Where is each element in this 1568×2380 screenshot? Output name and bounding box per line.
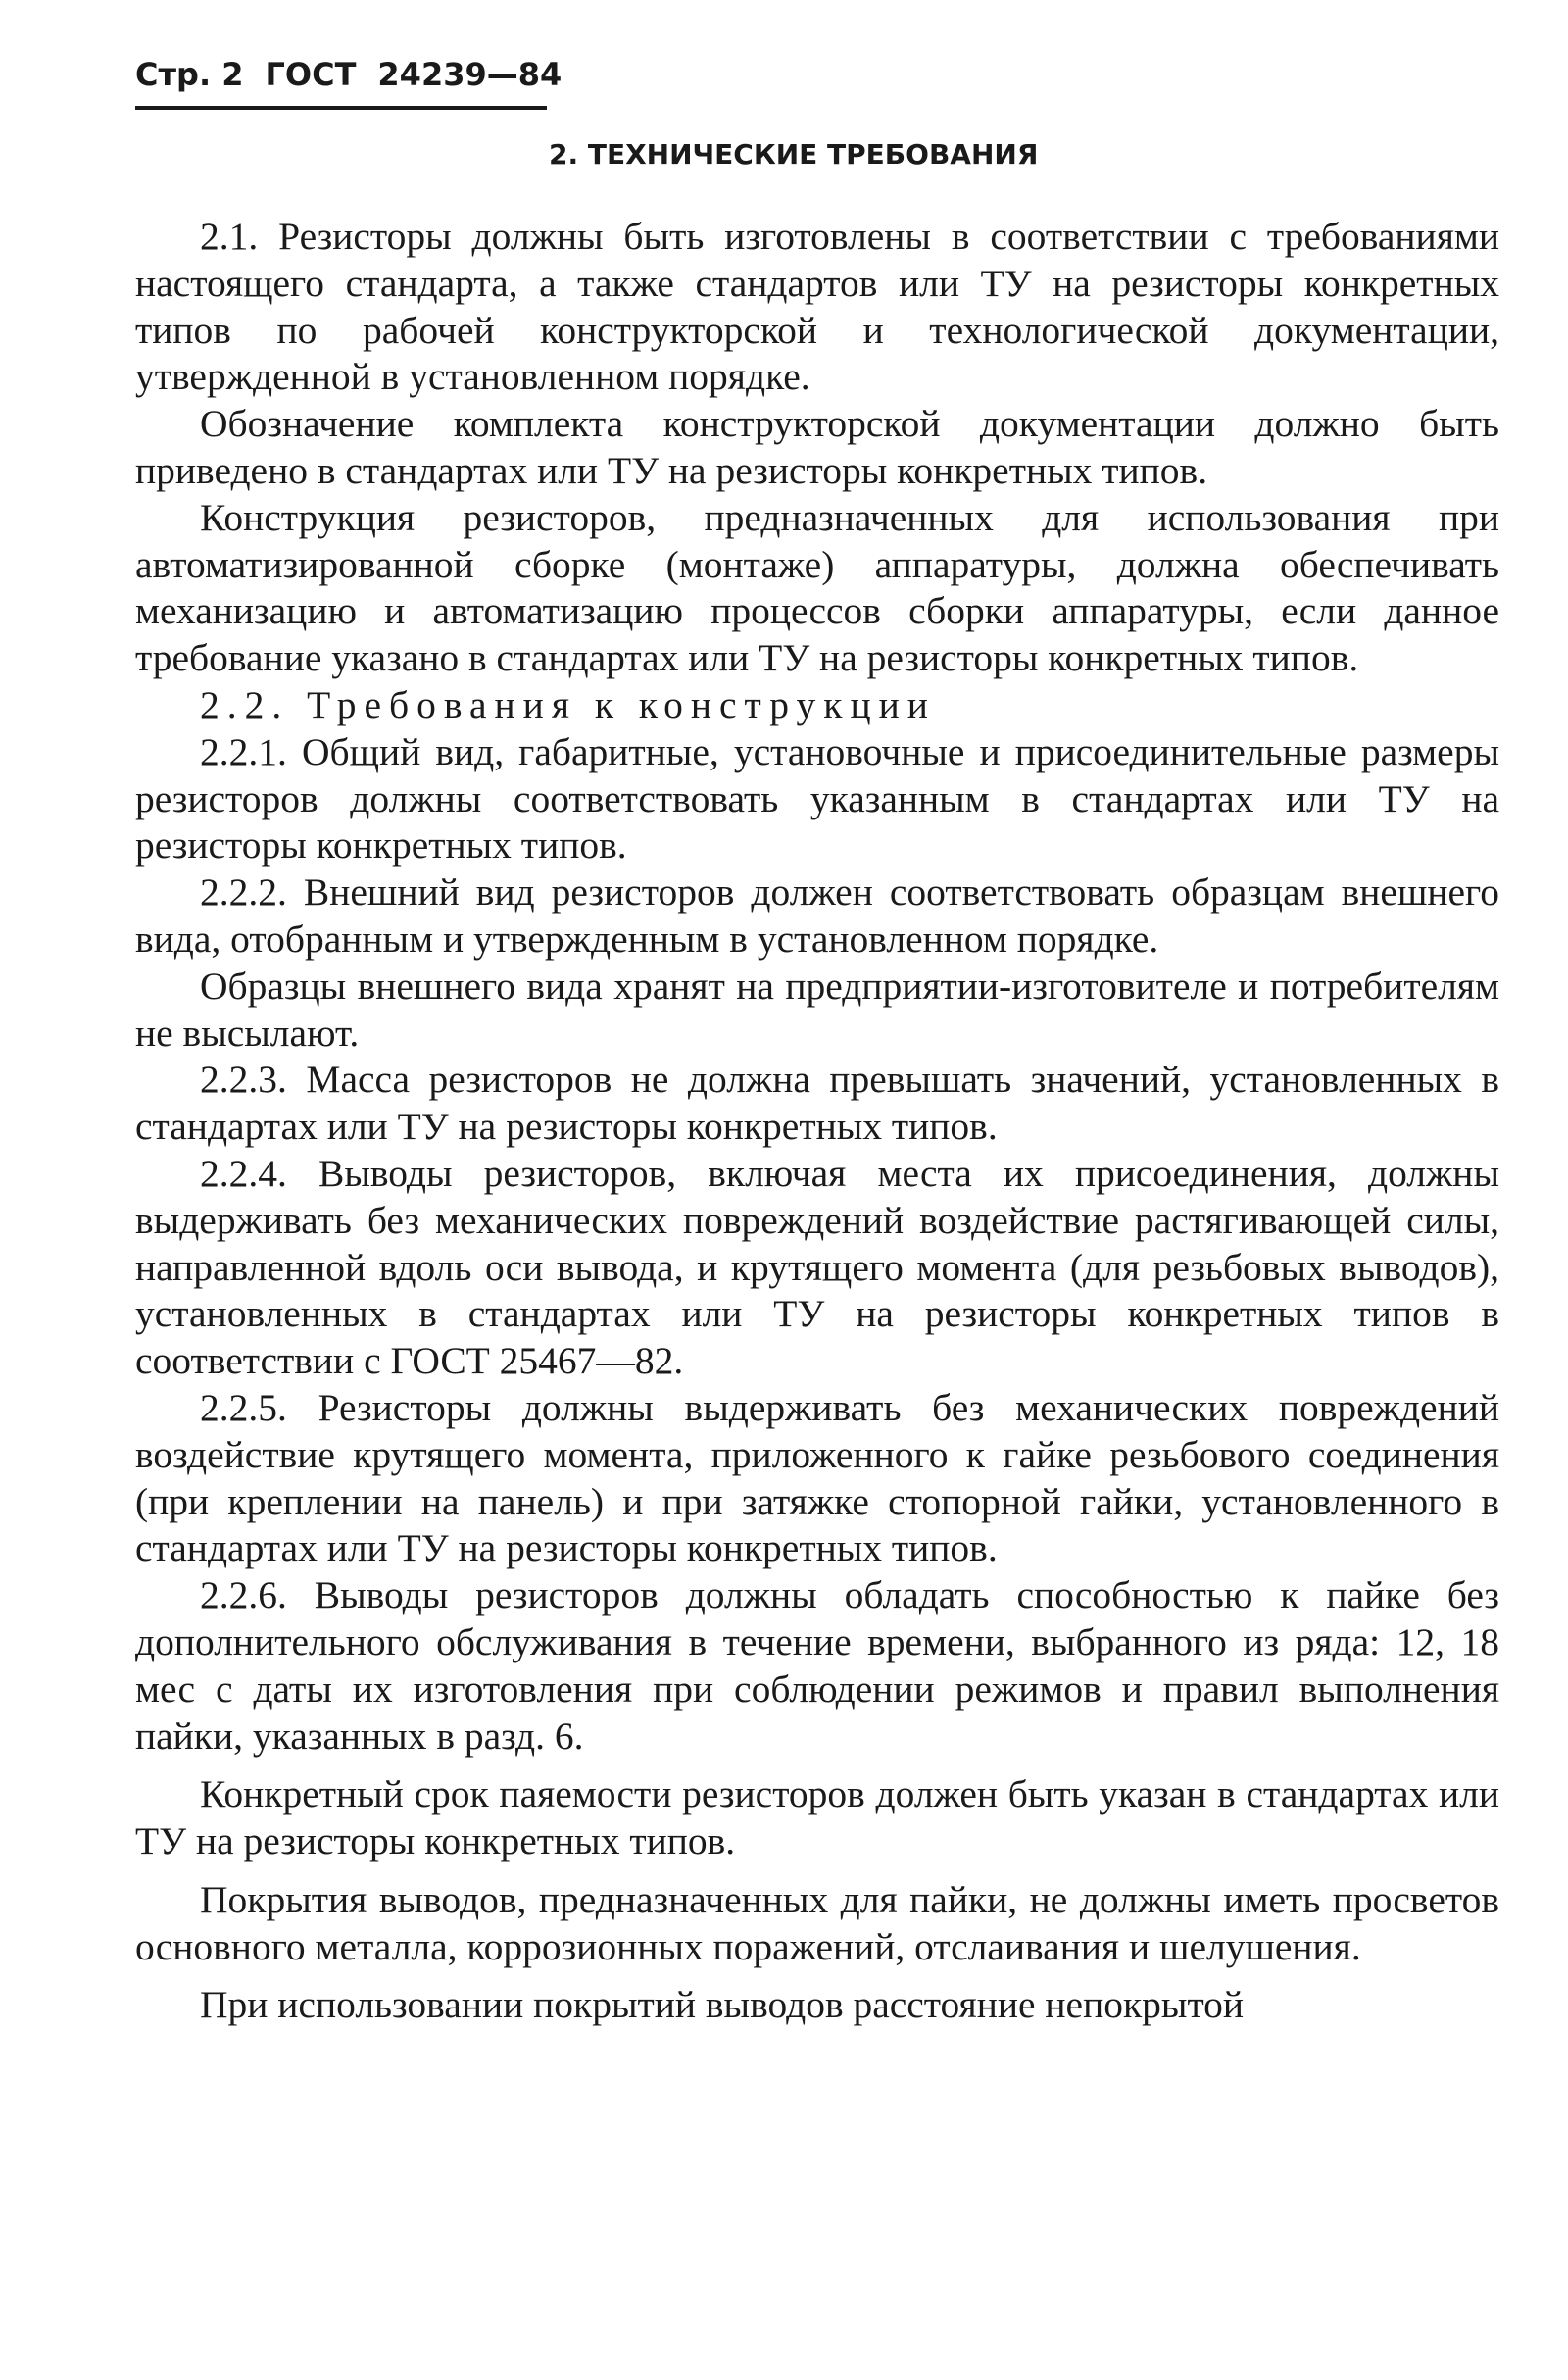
- paragraph-2-2-2: 2.2.2. Внешний вид резисторов должен соответствовать образцам внешнего вида, отобранным и утвержденным в установленном порядке.: [135, 870, 1499, 961]
- paragraph-2-2-3: 2.2.3. Масса резисторов не должна превышать значений, установленных в стандартах или ТУ на резисторы конкретных типов.: [135, 1058, 1499, 1149]
- subsection-title-2-2: 2.2. Требования к конструкции: [200, 682, 936, 726]
- section-title: 2. ТЕХНИЧЕСКИЕ ТРЕБОВАНИЯ: [549, 138, 1039, 171]
- paragraph-solderability-term: Конкретный срок паяемости резисторов должен быть указан в стандартах или ТУ на резисторы конкретных типов.: [135, 1772, 1499, 1863]
- standard-label: ГОСТ: [265, 56, 357, 93]
- paragraph-2-2-6: 2.2.6. Выводы резисторов должны обладать способностью к пайке без дополнительного обслуживания в течение времени, выбранного из ряда: 12, 18 мес с даты их изготовления при соблюдении режимов и правил выполнения пайки, указанных в разд. 6.: [135, 1573, 1499, 1758]
- paragraph-design-docs: Обозначение комплекта конструкторской документации должно быть приведено в стандартах или ТУ на резисторы конкретных типов.: [135, 402, 1499, 492]
- header-rule: [135, 106, 547, 110]
- paragraph-2-2-5: 2.2.5. Резисторы должны выдерживать без механических повреждений воздействие крутящего момента, приложенного к гайке резьбового соединения (при креплении на панель) и при затяжке стопорной гайки, установленного в стандартах или ТУ на резисторы конкретных типов.: [135, 1385, 1499, 1570]
- page-label: Стр. 2: [135, 56, 244, 93]
- paragraph-samples: Образцы внешнего вида хранят на предприятии-изготовителе и потребителям не высылают.: [135, 964, 1499, 1055]
- page-header: [135, 53, 563, 96]
- paragraph-uncoated-distance: При использовании покрытий выводов расстояние непокрытой: [200, 1983, 1245, 2027]
- paragraph-2-2-1: 2.2.1. Общий вид, габаритные, установочные и присоединительные размеры резисторов должны соответствовать указанным в стандартах или ТУ на резисторы конкретных типов.: [135, 729, 1499, 868]
- paragraph-lead-coatings: Покрытия выводов, предназначенных для пайки, не должны иметь просветов основного металла, коррозионных поражений, отслаивания и шелушения.: [135, 1877, 1499, 1968]
- standard-number: 24239—84: [377, 56, 563, 93]
- paragraph-automated-assembly: Конструкция резисторов, предназначенных для использования при автоматизированной сборке (монтаже) аппаратуры, должна обеспечивать механизацию и автоматизацию процессов сборки аппаратуры, если данное требование указано в стандартах или ТУ на резисторы конкретных типов.: [135, 495, 1499, 680]
- paragraph-2-2-4: 2.2.4. Выводы резисторов, включая места их присоединения, должны выдерживать без механических повреждений воздействие растягивающей силы, направленной вдоль оси вывода, и крутящего момента (для резьбовых выводов), установленных в стандартах или ТУ на резисторы конкретных типов в соответствии с ГОСТ 25467—82.: [135, 1151, 1499, 1383]
- paragraph-2-1: 2.1. Резисторы должны быть изготовлены в соответствии с требованиями настоящего стандарта, а также стандартов или ТУ на резисторы конкретных типов по рабочей конструкторской и технологической документации, утвержденной в установленном порядке.: [135, 215, 1499, 399]
- body-text: [135, 214, 1499, 2029]
